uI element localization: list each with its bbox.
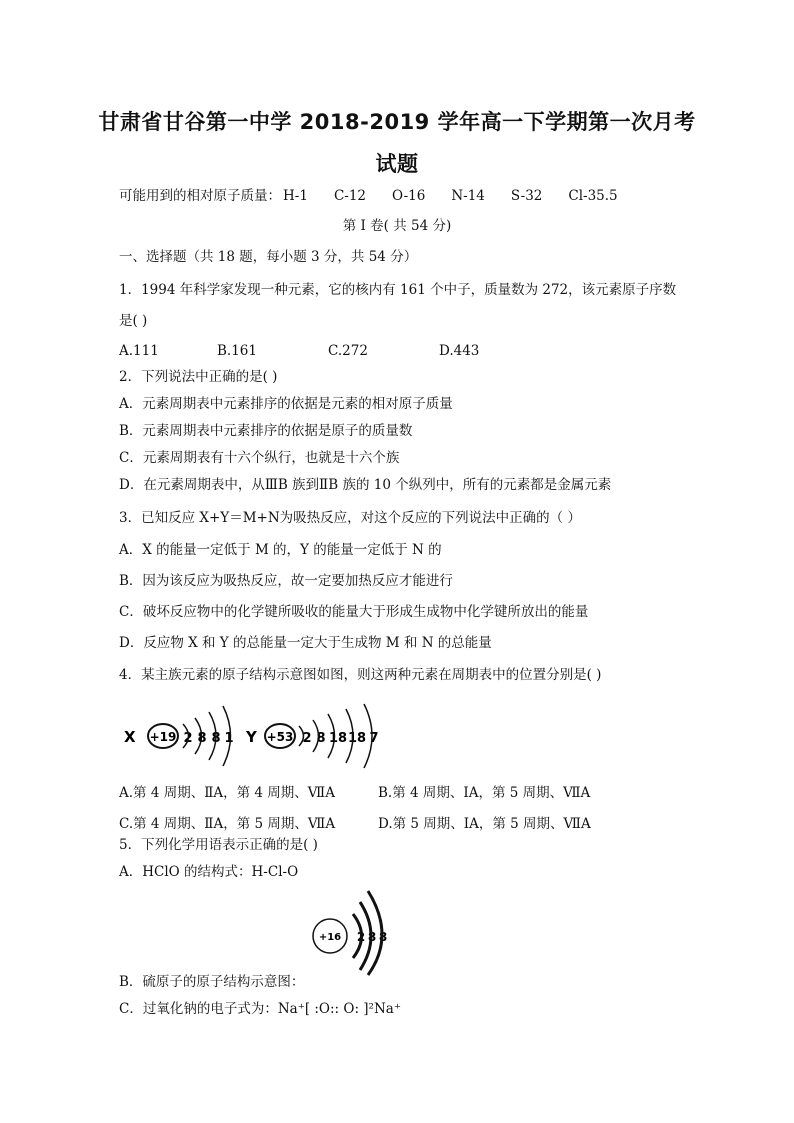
atom-x-shell-3: 8 bbox=[211, 731, 221, 746]
atomic-mass-cl: Cl-35.5 bbox=[568, 188, 618, 204]
q2-option-d: D．在元素周期表中，从ⅢB 族到ⅡB 族的 10 个纵列中，所有的元素都是金属元素 bbox=[119, 477, 612, 493]
q2-stem: 2．下列说法中正确的是( ) bbox=[119, 369, 278, 385]
q3-option-d: D．反应物 X 和 Y 的总能量一定大于生成物 M 和 N 的总能量 bbox=[119, 635, 492, 651]
q1-stem-continued: 是( ) bbox=[119, 313, 148, 329]
atom-x-shell-1: 2 bbox=[183, 731, 193, 746]
q2-option-b: B．元素周期表中元素排序的依据是原子的质量数 bbox=[119, 423, 413, 439]
atomic-mass-n: N-14 bbox=[451, 188, 485, 204]
q5-option-c: C．过氧化钠的电子式为：Na⁺[ :O:: O: ]²Na⁺ bbox=[119, 1001, 401, 1017]
q5-stem: 5．下列化学用语表示正确的是( ) bbox=[119, 837, 318, 853]
q3-stem: 3．已知反应 X+Y＝M+N为吸热反应，对这个反应的下列说法中正确的（ ） bbox=[119, 510, 581, 526]
q4-option-d: D.第 5 周期、ⅠA，第 5 周期、ⅦA bbox=[378, 816, 591, 832]
section-heading: 第 I 卷( 共 54 分) bbox=[342, 218, 452, 234]
atom-x-diagram bbox=[120, 700, 240, 770]
atom-y-diagram bbox=[244, 700, 384, 770]
q3-option-b: B．因为该反应为吸热反应，故一定要加热反应才能进行 bbox=[119, 573, 453, 589]
exam-title-continued: 试题 bbox=[375, 152, 419, 176]
atom-x-shell-2: 8 bbox=[197, 731, 207, 746]
q2-option-c: C．元素周期表有十六个纵行，也就是十六个族 bbox=[119, 450, 400, 466]
q4-option-c: C.第 4 周期、ⅡA，第 5 周期、ⅦA bbox=[119, 816, 336, 832]
atom-y-shell-4: 18 bbox=[347, 731, 367, 746]
q3-option-c: C．破坏反应物中的化学键所吸收的能量大于形成生成物中化学键所放出的能量 bbox=[119, 604, 589, 620]
sulfur-shell-3: 8 bbox=[378, 930, 388, 944]
atom-y-nucleus-charge: +53 bbox=[266, 730, 294, 744]
q1-option-c: C.272 bbox=[328, 343, 368, 359]
q4-option-b: B.第 4 周期、ⅠA，第 5 周期、ⅦA bbox=[378, 785, 591, 801]
atom-y-shell-3: 18 bbox=[328, 731, 348, 746]
sulfur-atom-diagram bbox=[308, 886, 398, 976]
atom-x-symbol: X bbox=[124, 728, 136, 746]
atom-y-shell-2: 8 bbox=[316, 731, 326, 746]
q4-option-a: A.第 4 周期、ⅡA，第 4 周期、ⅦA bbox=[119, 785, 335, 801]
q5-option-b: B．硫原子的原子结构示意图： bbox=[119, 974, 305, 990]
atomic-mass-s: S-32 bbox=[510, 188, 543, 204]
atom-x-nucleus-charge: +19 bbox=[149, 730, 177, 744]
atom-y-shell-1: 2 bbox=[302, 731, 312, 746]
atom-y-symbol: Y bbox=[246, 728, 257, 746]
q4-stem: 4．某主族元素的原子结构示意图如图，则这两种元素在周期表中的位置分别是( ) bbox=[119, 667, 602, 683]
q1-option-b: B.161 bbox=[217, 343, 257, 359]
sulfur-nucleus-charge: +16 bbox=[318, 932, 342, 943]
q2-option-a: A．元素周期表中元素排序的依据是元素的相对原子质量 bbox=[119, 396, 453, 412]
q5-option-a: A．HClO 的结构式：H-Cl-O bbox=[119, 864, 299, 880]
q1-option-a: A.111 bbox=[119, 343, 159, 359]
q3-option-a: A．X 的能量一定低于 M 的，Y 的能量一定低于 N 的 bbox=[119, 542, 442, 558]
sulfur-shell-1: 2 bbox=[356, 930, 366, 944]
atomic-mass-c: C-12 bbox=[333, 188, 367, 204]
atom-y-shell-5: 7 bbox=[369, 731, 379, 746]
atom-x-shell-4: 1 bbox=[224, 731, 234, 746]
atomic-mass-o: O-16 bbox=[392, 188, 426, 204]
atomic-mass-h: H-1 bbox=[283, 188, 308, 204]
q1-option-d: D.443 bbox=[439, 343, 480, 359]
part-heading: 一、选择题（共 18 题，每小题 3 分，共 54 分） bbox=[119, 249, 418, 265]
sulfur-shell-2: 8 bbox=[367, 930, 377, 944]
exam-title: 甘肃省甘谷第一中学 2018-2019 学年高一下学期第一次月考 bbox=[98, 110, 696, 134]
atomic-mass-line bbox=[119, 187, 644, 205]
atomic-mass-label: 可能用到的相对原子质量： bbox=[119, 188, 281, 204]
q1-stem: 1．1994 年科学家发现一种元素，它的核内有 161 个中子，质量数为 272，该元素原子序数 bbox=[119, 282, 677, 298]
